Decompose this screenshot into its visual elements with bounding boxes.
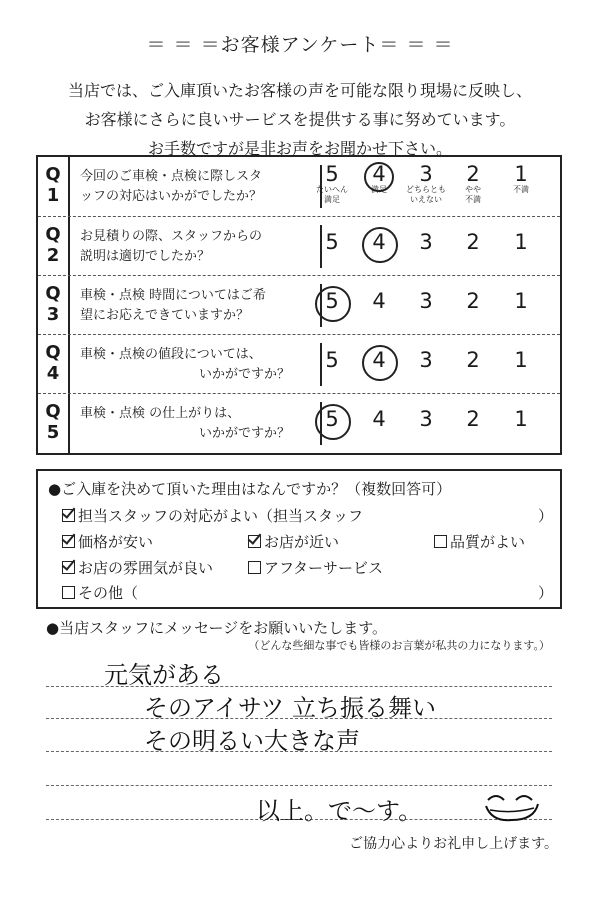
- rating-5[interactable]: 5: [325, 407, 339, 431]
- rating-4[interactable]: 4: [372, 407, 386, 431]
- handwritten-line: そのアイサツ 立ち振る舞い: [144, 694, 437, 722]
- rating-1[interactable]: 1 不満: [513, 162, 529, 194]
- reason-option-other[interactable]: その他（: [62, 582, 138, 603]
- rating-5[interactable]: 5: [325, 289, 339, 313]
- rating-4[interactable]: 4 満足: [371, 162, 387, 194]
- rating-5[interactable]: 5: [325, 348, 339, 372]
- question-row-5: [38, 393, 560, 453]
- reason-option-near[interactable]: お店が近い: [248, 531, 339, 552]
- rating-1[interactable]: 1: [514, 289, 528, 313]
- question-number: Q 2: [38, 217, 70, 276]
- thanks-text: ご協力心よりお礼申し上げます。: [349, 836, 558, 852]
- reason-option-staff[interactable]: 担当スタッフの対応がよい（担当スタッフ: [62, 505, 363, 526]
- rating-2[interactable]: 2: [466, 230, 480, 254]
- rating-5[interactable]: 5 たいへん 満足: [316, 162, 348, 204]
- checkbox-checked[interactable]: [62, 535, 75, 548]
- question-text: 車検・点検 の仕上がりは、 いかがですか？: [80, 406, 290, 441]
- rating-1[interactable]: 1: [514, 348, 528, 372]
- rating-2[interactable]: 2 やや 不満: [465, 162, 481, 204]
- rating-3[interactable]: 3 どちらとも いえない: [406, 162, 446, 204]
- checkbox-checked[interactable]: [62, 561, 75, 574]
- rating-2[interactable]: 2: [466, 407, 480, 431]
- checkbox[interactable]: [248, 561, 261, 574]
- message-heading: ●当店スタッフにメッセージをお願いいたします。: [46, 619, 387, 637]
- question-row-1: [38, 157, 560, 216]
- checkbox[interactable]: [434, 535, 447, 548]
- question-text: 車検・点検 時間についてはご希 望にお応えできていますか？: [80, 288, 266, 323]
- rating-1[interactable]: 1: [514, 407, 528, 431]
- paren-close: ）: [538, 584, 554, 602]
- rating-3[interactable]: 3: [419, 289, 433, 313]
- question-text: お見積りの際、スタッフからの 説明は適切でしたか？: [80, 229, 263, 264]
- paren-close: ）: [538, 507, 554, 525]
- intro-line: お客様にさらに良いサービスを提供する事に努めています。: [84, 110, 516, 129]
- question-number: Q 1: [38, 157, 70, 216]
- rating-2[interactable]: 2: [466, 348, 480, 372]
- handwritten-line: 以上。で〜す。: [256, 797, 423, 825]
- rating-1[interactable]: 1: [514, 230, 528, 254]
- question-row-3: [38, 275, 560, 335]
- rating-2[interactable]: 2: [466, 289, 480, 313]
- handwritten-line: 元気がある: [104, 661, 224, 689]
- rating-3[interactable]: 3: [419, 230, 433, 254]
- checkbox-checked[interactable]: [62, 509, 75, 522]
- message-note: （どんな些細な事でも皆様のお言葉が私共の力になります。）: [248, 639, 550, 652]
- reason-option-quality[interactable]: 品質がよい: [434, 531, 525, 552]
- reason-option-atmosphere[interactable]: お店の雰囲気が良い: [62, 557, 213, 578]
- rating-4[interactable]: 4: [372, 289, 386, 313]
- rating-4[interactable]: 4: [372, 348, 386, 372]
- rating-4[interactable]: 4: [372, 230, 386, 254]
- question-number: Q 4: [38, 335, 70, 394]
- question-number: Q 3: [38, 276, 70, 335]
- survey-title: ＝ ＝ ＝お客様アンケート＝ ＝ ＝: [146, 34, 454, 56]
- answer-line: [46, 785, 552, 786]
- checkbox[interactable]: [62, 586, 75, 599]
- question-text: 今回のご車検・点検に際しスタ ッフの対応はいかがでしたか？: [80, 169, 263, 204]
- rating-3[interactable]: 3: [419, 348, 433, 372]
- handwritten-line: その明るい大きな声: [144, 727, 360, 755]
- question-row-2: [38, 216, 560, 276]
- question-table: [36, 155, 562, 455]
- question-row-4: [38, 334, 560, 394]
- question-text: 車検・点検の値段については、 いかがですか？: [80, 347, 290, 382]
- intro-text: [0, 76, 600, 163]
- intro-line: 当店では、ご入庫頂いたお客様の声を可能な限り現場に反映し、: [67, 81, 532, 100]
- rating-5[interactable]: 5: [325, 230, 339, 254]
- intro-line: お手数ですが是非お声をお聞かせ下さい。: [147, 139, 452, 158]
- reason-heading: ●ご入庫を決めて頂いた理由はなんですか？（複数回答可）: [48, 480, 452, 498]
- reason-section: [36, 469, 562, 609]
- reason-option-price[interactable]: 価格が安い: [62, 531, 153, 552]
- question-number: Q 5: [38, 394, 70, 453]
- checkbox-checked[interactable]: [248, 535, 261, 548]
- rating-3[interactable]: 3: [419, 407, 433, 431]
- reason-option-aftersales[interactable]: アフターサービス: [248, 557, 383, 578]
- smiley-drawing-icon: [482, 790, 542, 824]
